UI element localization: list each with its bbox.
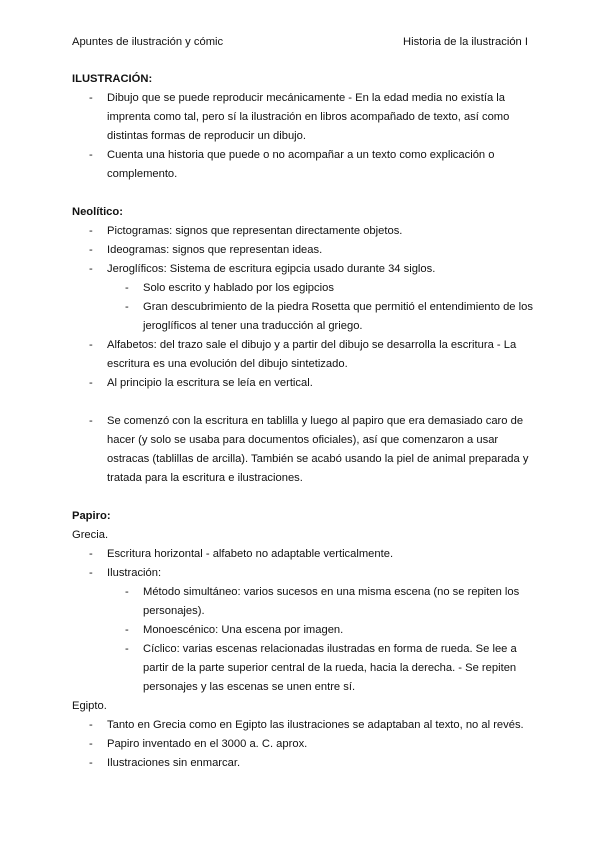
list-item: - Se comenzó con la escritura en tablilla y luego al papiro que era demasiado caro de hacer (y solo se usaba para documentos oficiales), así que comenzaron a usar ostracas (tablillas de arcilla). También se acabó usando la piel de animal preparada y tratada para la escritura e ilustraciones. (72, 412, 534, 488)
subsection-egipto: Egipto. (72, 700, 107, 712)
jeroglificos-sublist (107, 279, 534, 336)
sub-list-item: - Método simultáneo: varios sucesos en una misma escena (no se repiten los personajes). (72, 583, 534, 621)
grecia-list (72, 545, 534, 697)
list-item: - Alfabetos: del trazo sale el dibujo y a partir del dibujo se desarrolla la escritura - La escritura es una evolución del dibujo sintetizado. (72, 336, 534, 374)
list-item-text: Jeroglíficos: Sistema de escritura egipcia usado durante 34 siglos. (107, 263, 436, 275)
list-item: - Dibujo que se puede reproducir mecánicamente - En la edad media no existía la imprenta como tal, pero sí la ilustración en libros acompañado de texto, así como distintas formas de reproducir un dibujo. (72, 89, 534, 146)
list-item: - Papiro inventado en el 3000 a. C. aprox. (72, 735, 534, 754)
list-item-text: Ilustración: (107, 567, 162, 579)
list-item: - Pictogramas: signos que representan directamente objetos. (72, 222, 534, 241)
egipto-list (72, 716, 534, 773)
neolitico-list (72, 222, 534, 393)
section-title-ilustracion: ILUSTRACIÓN: (72, 73, 153, 85)
section-title-papiro: Papiro: (72, 510, 111, 522)
sub-list-item: - Cíclico: varias escenas relacionadas ilustradas en forma de rueda. Se lee a partir de la parte superior central de la rueda, hacia la derecha. - Se repiten personajes y las escenas se unen entre sí. (72, 640, 534, 697)
neolitico-list-final (72, 412, 534, 488)
header-right: Historia de la ilustración I (403, 36, 528, 48)
subsection-grecia: Grecia. (72, 529, 109, 541)
page-header (72, 33, 528, 52)
list-item: - Al principio la escritura se leía en vertical. (72, 374, 534, 393)
sub-list-item: - Monoescénico: Una escena por imagen. (72, 621, 534, 640)
list-item (72, 564, 534, 697)
list-item: - Tanto en Grecia como en Egipto las ilustraciones se adaptaban al texto, no al revés. (72, 716, 534, 735)
header-left: Apuntes de ilustración y cómic (72, 36, 224, 48)
list-item: - Escritura horizontal - alfabeto no adaptable verticalmente. (72, 545, 534, 564)
ilustracion-sublist (107, 583, 534, 697)
list-item: - Ideogramas: signos que representan ideas. (72, 241, 534, 260)
document-body (72, 70, 534, 773)
list-item (72, 260, 534, 336)
sub-list-item: - Solo escrito y hablado por los egipcios (72, 279, 534, 298)
ilustracion-list (72, 89, 534, 184)
section-title-neolitico: Neolítico: (72, 206, 123, 218)
list-item: - Ilustraciones sin enmarcar. (72, 754, 534, 773)
sub-list-item: - Gran descubrimiento de la piedra Rosetta que permitió el entendimiento de los jeroglíficos al tener una traducción al griego. (72, 298, 534, 336)
list-item: - Cuenta una historia que puede o no acompañar a un texto como explicación o complemento. (72, 146, 534, 184)
